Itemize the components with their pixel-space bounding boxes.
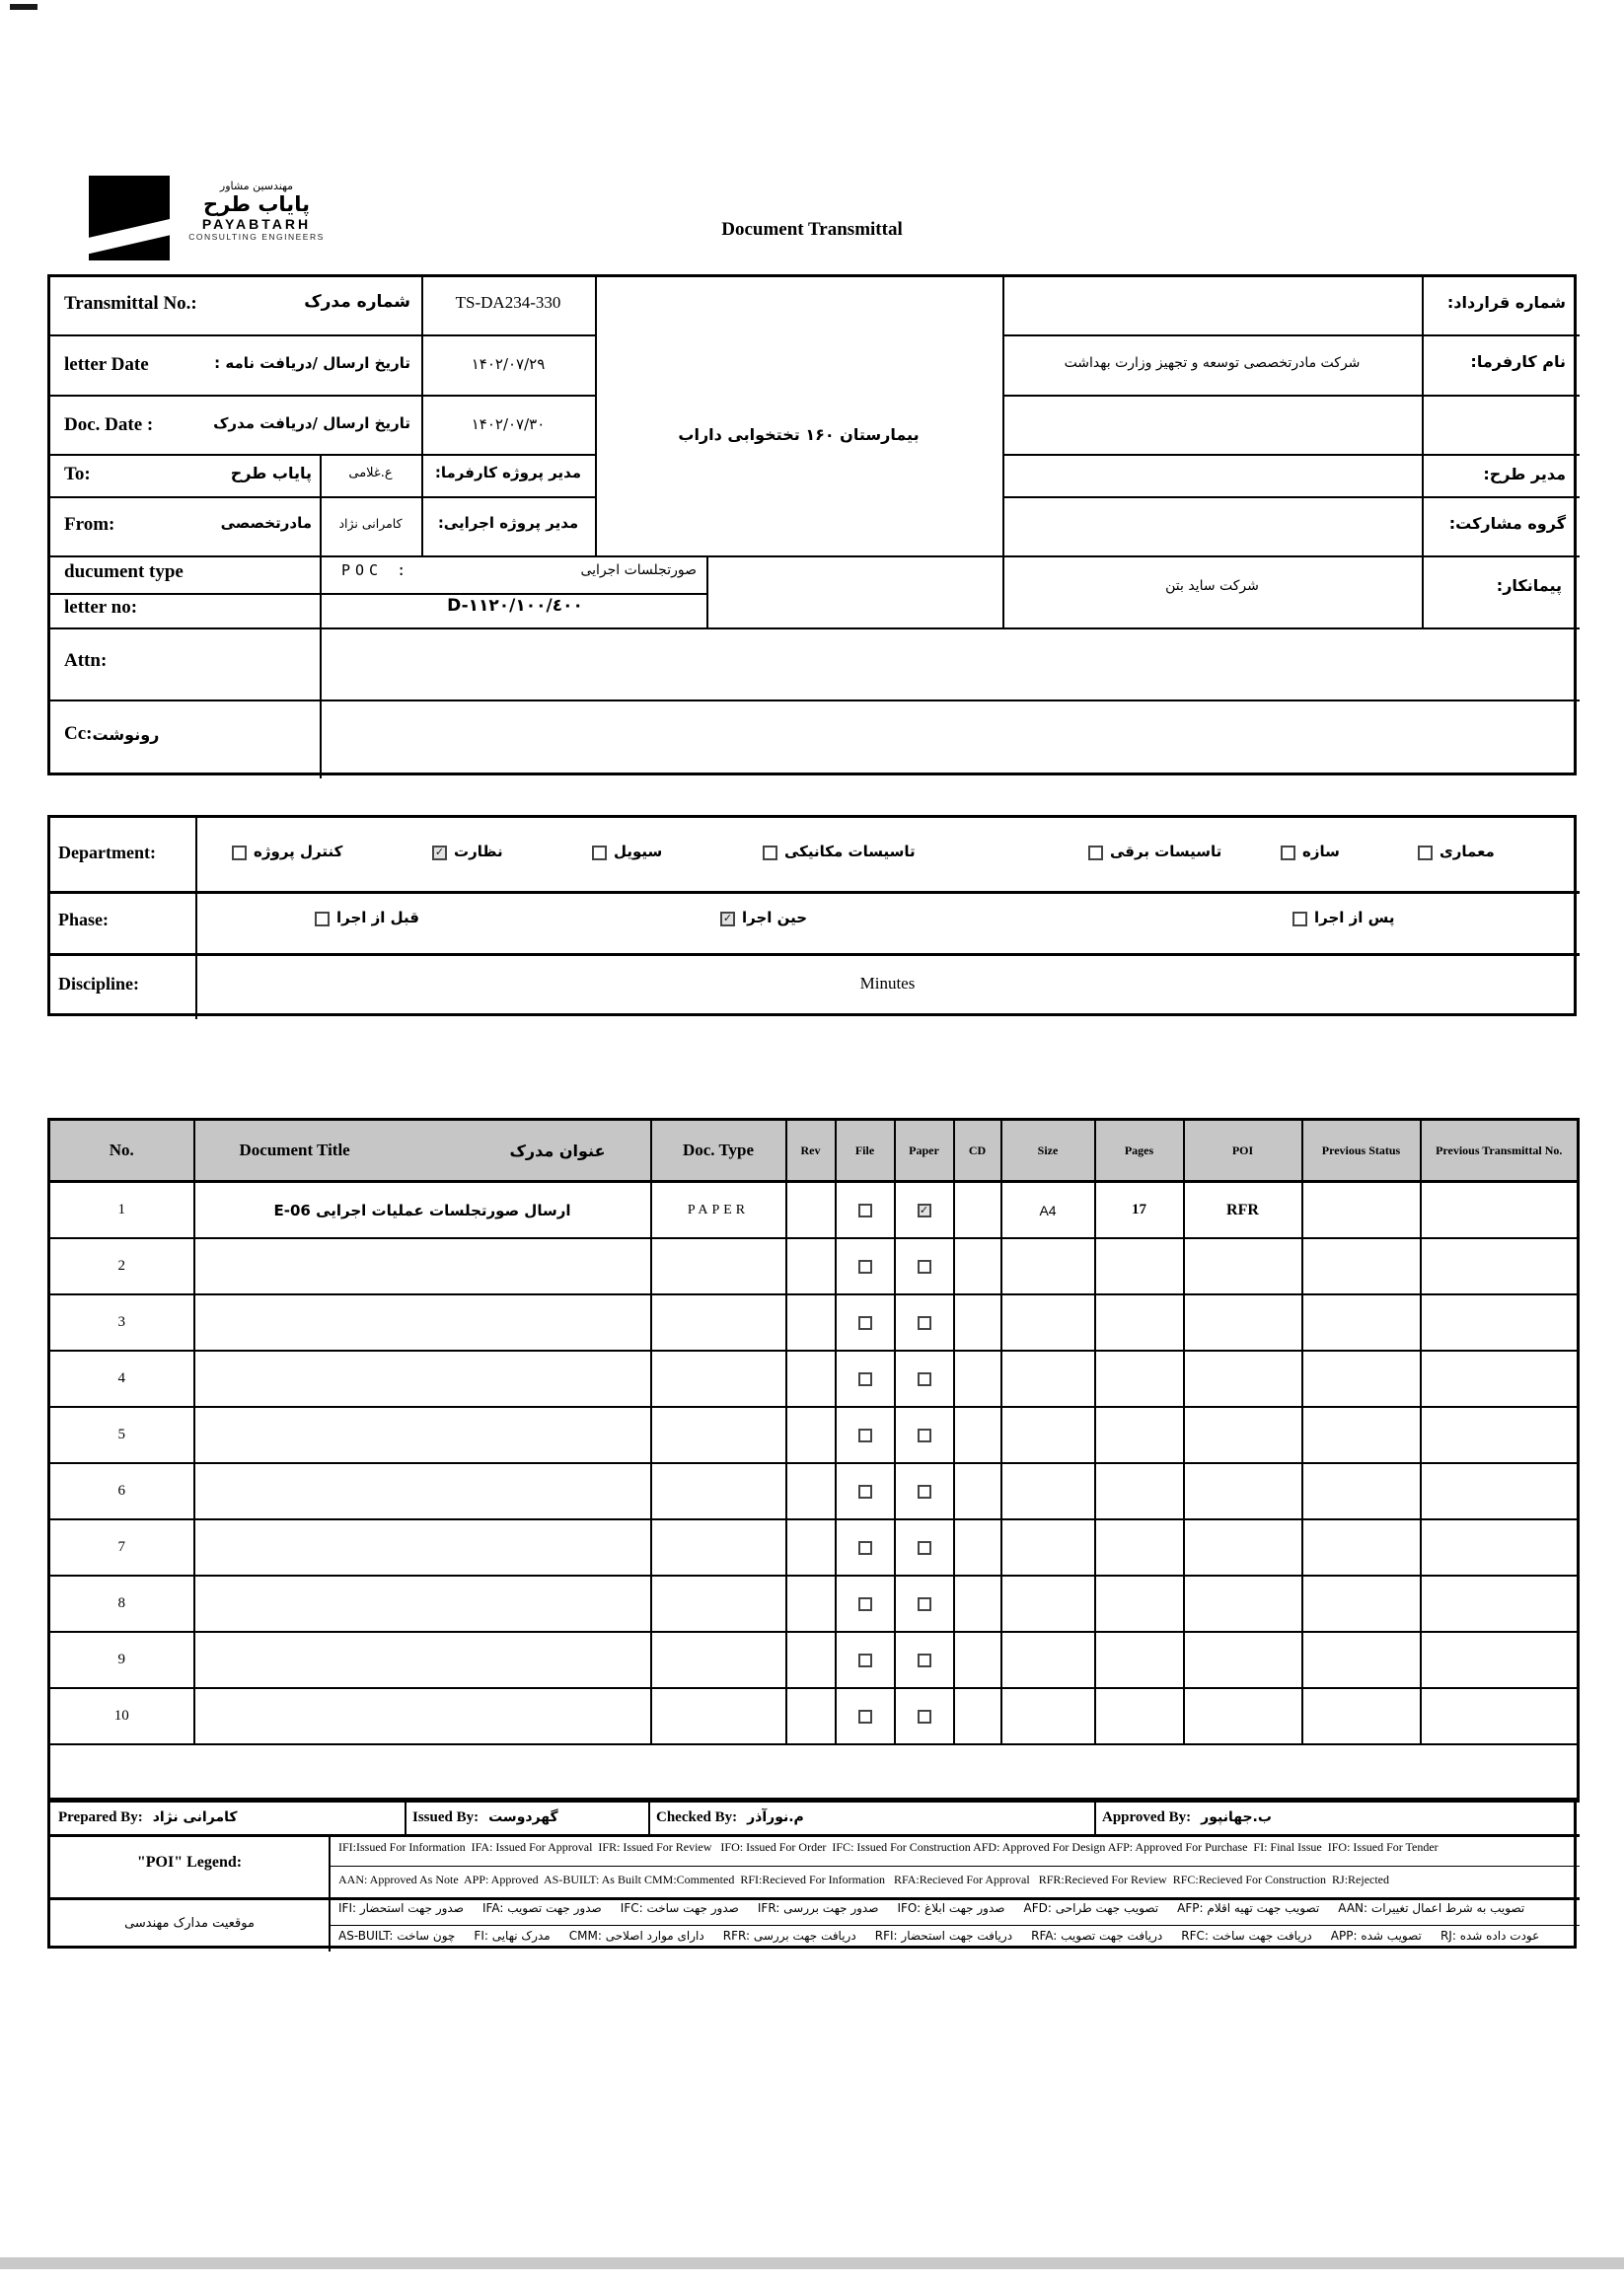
cell-pages xyxy=(1095,1688,1184,1744)
cell-doc_type xyxy=(651,1519,786,1576)
cell-size xyxy=(1001,1238,1095,1294)
cell-title xyxy=(194,1351,651,1407)
col-header-title-fa: عنوان مدرک xyxy=(509,1141,606,1160)
phase-option-label-2: پس از اجرا xyxy=(1314,909,1395,926)
file-checkbox[interactable] xyxy=(858,1429,872,1442)
cell-paper xyxy=(895,1351,954,1407)
divider-line xyxy=(1002,334,1580,336)
checked-by-name: م.نورآذر xyxy=(747,1809,804,1825)
cell-cd xyxy=(954,1351,1001,1407)
cell-paper xyxy=(895,1463,954,1519)
cell-prev_transmittal xyxy=(1421,1632,1579,1688)
cell-rev xyxy=(786,1688,836,1744)
department-option-label-5: سازه xyxy=(1302,843,1340,860)
cell-pages xyxy=(1095,1519,1184,1576)
cell-file xyxy=(836,1463,895,1519)
divider-line xyxy=(50,891,1580,894)
doc-table-row xyxy=(49,1294,1579,1351)
cell-pages xyxy=(1095,1407,1184,1463)
col-header-size: Size xyxy=(1001,1120,1095,1182)
col-header-rev: Rev xyxy=(786,1120,836,1182)
letter-no-value: D-۱۱۲۰/۱۰۰/٤۰۰ xyxy=(447,596,583,616)
col-header-doc-type: Doc. Type xyxy=(651,1120,786,1182)
department-checkbox-6[interactable] xyxy=(1418,846,1433,860)
to-value: پایاب طرح xyxy=(230,464,312,482)
cell-paper xyxy=(895,1632,954,1688)
letter-date-label-fa: تاریخ ارسال /دریافت نامه : xyxy=(214,354,410,372)
cell-poi xyxy=(1184,1351,1302,1407)
client-name-label: نام کارفرما: xyxy=(1470,352,1566,371)
doc-table-row xyxy=(49,1182,1579,1239)
cell-pages: 17 xyxy=(1095,1182,1184,1239)
cell-no: 7 xyxy=(49,1519,194,1576)
cell-no: 2 xyxy=(49,1238,194,1294)
cell-prev_transmittal xyxy=(1421,1519,1579,1576)
approved-by-cell xyxy=(1094,1801,1580,1834)
doc-date-label: Doc. Date : xyxy=(64,414,154,435)
from-person: کامرانی نژاد xyxy=(338,516,403,531)
cell-title xyxy=(194,1576,651,1632)
cell-size xyxy=(1001,1576,1095,1632)
cell-no: 4 xyxy=(49,1351,194,1407)
client-name-value: شرکت مادرتخصصی توسعه و تجهیز وزارت بهداشت xyxy=(1064,355,1361,371)
cell-title xyxy=(194,1519,651,1576)
doc-table-header-row xyxy=(49,1120,1579,1182)
issued-by-cell xyxy=(405,1801,648,1834)
checked-by-label: Checked By: xyxy=(656,1808,738,1825)
cell-pages xyxy=(1095,1238,1184,1294)
cc-label xyxy=(64,723,159,745)
transmittal-no-value: TS-DA234-330 xyxy=(455,293,561,312)
document-type-fa: صورتجلسات اجرایی xyxy=(580,562,697,578)
department-checkbox-4[interactable] xyxy=(1088,846,1103,860)
contractor-label: پیمانکار: xyxy=(1496,576,1562,595)
col-header-file: File xyxy=(836,1120,895,1182)
col-header-prev-status: Previous Status xyxy=(1302,1120,1421,1182)
cell-doc_type xyxy=(651,1238,786,1294)
divider-line xyxy=(50,953,1580,956)
cell-prev_transmittal xyxy=(1421,1238,1579,1294)
cell-cd xyxy=(954,1182,1001,1239)
document-list-table xyxy=(47,1118,1580,1803)
cell-prev_status xyxy=(1302,1576,1421,1632)
paper-checkbox[interactable] xyxy=(918,1316,931,1330)
divider-line xyxy=(50,395,595,397)
cell-prev_transmittal xyxy=(1421,1407,1579,1463)
cell-doc_type: PAPER xyxy=(651,1182,786,1239)
client-pm-label: مدیر پروژه کارفرما: xyxy=(434,464,582,481)
cell-rev xyxy=(786,1576,836,1632)
cell-pages xyxy=(1095,1351,1184,1407)
classification-table xyxy=(47,815,1577,1016)
doc-table-row xyxy=(49,1407,1579,1463)
letter-date-value: ۱۴۰۲/۰۷/۲۹ xyxy=(471,355,546,373)
file-checkbox[interactable] xyxy=(858,1654,872,1667)
cell-file xyxy=(836,1238,895,1294)
divider-line xyxy=(50,555,1580,557)
divider-line xyxy=(1002,496,1580,498)
paper-checkbox[interactable] xyxy=(918,1485,931,1499)
issued-by-label: Issued By: xyxy=(412,1808,480,1825)
file-checkbox[interactable] xyxy=(858,1316,872,1330)
divider-line xyxy=(50,496,595,498)
file-checkbox[interactable] xyxy=(858,1204,872,1217)
signoff-legend-table xyxy=(47,1798,1577,1949)
from-label: From: xyxy=(64,514,115,535)
doc-table-blank-row xyxy=(49,1744,1579,1802)
cell-title xyxy=(194,1407,651,1463)
cell-title xyxy=(194,1463,651,1519)
document-type-label: ducument type xyxy=(64,561,184,582)
cell-prev_status xyxy=(1302,1688,1421,1744)
cell-file xyxy=(836,1407,895,1463)
department-option-label-3: تاسیسات مکانیکی xyxy=(784,843,916,860)
cell-file xyxy=(836,1294,895,1351)
cell-prev_status xyxy=(1302,1407,1421,1463)
phase-checkbox-0[interactable] xyxy=(315,912,330,926)
logo-fa-small: مهندسین مشاور xyxy=(219,180,294,192)
doc-table-row xyxy=(49,1238,1579,1294)
transmittal-no-label: Transmittal No.: xyxy=(64,293,197,314)
department-option-label-1: نظارت xyxy=(454,843,503,860)
cell-paper xyxy=(895,1519,954,1576)
plan-manager-label: مدیر طرح: xyxy=(1483,465,1566,483)
department-option-label-4: تاسیسات برقی xyxy=(1110,843,1222,860)
scan-corner-mark xyxy=(10,4,37,10)
cell-poi xyxy=(1184,1238,1302,1294)
cell-poi: RFR xyxy=(1184,1182,1302,1239)
phase-option-label-0: قبل از اجرا xyxy=(336,909,419,926)
transmittal-no-label-fa: شماره مدرک xyxy=(304,292,410,312)
document-type-value xyxy=(341,561,697,579)
cell-prev_status xyxy=(1302,1351,1421,1407)
col-header-title xyxy=(194,1120,651,1182)
cell-file xyxy=(836,1519,895,1576)
divider-line xyxy=(50,1897,1580,1900)
cell-rev xyxy=(786,1182,836,1239)
cell-pages xyxy=(1095,1463,1184,1519)
department-option-label-0: کنترل پروژه xyxy=(254,843,343,860)
cell-rev xyxy=(786,1407,836,1463)
divider-line xyxy=(1422,277,1424,627)
file-checkbox[interactable] xyxy=(858,1597,872,1611)
cell-poi xyxy=(1184,1632,1302,1688)
col-header-pages: Pages xyxy=(1095,1120,1184,1182)
cell-prev_transmittal xyxy=(1421,1182,1579,1239)
doc-table-body xyxy=(49,1182,1579,1802)
col-header-cd: CD xyxy=(954,1120,1001,1182)
partnership-label: گروه مشارکت: xyxy=(1448,514,1566,533)
cell-cd xyxy=(954,1294,1001,1351)
file-checkbox[interactable] xyxy=(858,1372,872,1386)
cell-cd xyxy=(954,1632,1001,1688)
cell-rev xyxy=(786,1294,836,1351)
phase-label: Phase: xyxy=(58,910,109,929)
document-type-code: POC : xyxy=(341,561,411,579)
cell-title: ارسال صورتجلسات عملیات اجرایی E-06 xyxy=(194,1182,651,1239)
cell-prev_transmittal xyxy=(1421,1351,1579,1407)
letter-date-label: letter Date xyxy=(64,354,149,375)
doc-table-row xyxy=(49,1351,1579,1407)
divider-line xyxy=(706,555,708,627)
cell-file xyxy=(836,1688,895,1744)
cell-prev_status xyxy=(1302,1519,1421,1576)
divider-line xyxy=(1002,395,1580,397)
paper-checkbox[interactable] xyxy=(918,1541,931,1555)
discipline-value: Minutes xyxy=(859,974,916,993)
paper-checkbox[interactable] xyxy=(918,1710,931,1724)
doc-table-row xyxy=(49,1688,1579,1744)
cell-no: 1 xyxy=(49,1182,194,1239)
cell-cd xyxy=(954,1688,1001,1744)
cell-poi xyxy=(1184,1576,1302,1632)
cell-poi xyxy=(1184,1463,1302,1519)
poi-legend-line2: AAN: Approved As Note APP: Approved AS-BUILT: As Built CMM:Commented RFI:Recieved For Information RFA:Recieved For Approval RFR:Recieved For Review RFC:Recieved For Construction RJ:Rejected xyxy=(338,1873,1390,1886)
department-label: Department: xyxy=(58,843,156,862)
cell-no: 8 xyxy=(49,1576,194,1632)
cell-rev xyxy=(786,1463,836,1519)
divider-line xyxy=(329,1925,1580,1926)
divider-line xyxy=(329,1834,331,1952)
cell-poi xyxy=(1184,1407,1302,1463)
cell-size: A4 xyxy=(1001,1182,1095,1239)
phase-checkbox-1[interactable] xyxy=(720,912,735,926)
cell-paper xyxy=(895,1407,954,1463)
cell-cd xyxy=(954,1238,1001,1294)
cell-file xyxy=(836,1632,895,1688)
page-bottom-strip xyxy=(0,2257,1624,2269)
cell-title xyxy=(194,1632,651,1688)
cell-poi xyxy=(1184,1519,1302,1576)
logo-en-name: PAYABTARH xyxy=(201,216,312,232)
cell-prev_status xyxy=(1302,1182,1421,1239)
department-option-label-2: سیویل xyxy=(614,843,663,860)
department-checkbox-0[interactable] xyxy=(232,846,247,860)
cell-size xyxy=(1001,1688,1095,1744)
cell-doc_type xyxy=(651,1688,786,1744)
cell-prev_status xyxy=(1302,1632,1421,1688)
cell-prev_transmittal xyxy=(1421,1463,1579,1519)
cell-doc_type xyxy=(651,1576,786,1632)
poi-legend-label: "POI" Legend: xyxy=(136,1854,243,1871)
doc-table-row xyxy=(49,1632,1579,1688)
prepared-by-cell xyxy=(50,1801,405,1834)
cell-no: 6 xyxy=(49,1463,194,1519)
poi-legend-line1: IFI:Issued For Information IFA: Issued For Approval IFR: Issued For Review IFO: Issued For Order IFC: Issued For Construction AFD: Approved For Design AFP: Approved For Purchase FI: Final Issue IFO: Issued For Tender xyxy=(338,1840,1439,1854)
issued-by-name: گهردوست xyxy=(488,1809,558,1825)
cell-prev_transmittal xyxy=(1421,1576,1579,1632)
divider-line xyxy=(50,454,595,456)
col-header-prev-transmittal: Previous Transmittal No. xyxy=(1421,1120,1579,1182)
phase-checkbox-2[interactable] xyxy=(1292,912,1307,926)
header-info-table xyxy=(47,274,1577,775)
cell-doc_type xyxy=(651,1294,786,1351)
cell-size xyxy=(1001,1407,1095,1463)
divider-line xyxy=(50,1834,1580,1837)
cell-pages xyxy=(1095,1294,1184,1351)
doc-date-value: ۱۴۰۲/۰۷/۳۰ xyxy=(471,415,546,433)
cell-poi xyxy=(1184,1688,1302,1744)
letter-no-label: letter no: xyxy=(64,597,138,618)
divider-line xyxy=(320,454,322,778)
paper-checkbox[interactable] xyxy=(918,1597,931,1611)
cell-size xyxy=(1001,1463,1095,1519)
cell-prev_transmittal xyxy=(1421,1688,1579,1744)
divider-line xyxy=(50,627,1580,629)
exec-pm-label: مدیر پروژه اجرایی: xyxy=(437,514,579,532)
department-checkbox-5[interactable] xyxy=(1281,846,1295,860)
paper-checkbox[interactable] xyxy=(918,1204,931,1217)
cell-paper xyxy=(895,1294,954,1351)
cc-label-en: Cc: xyxy=(64,723,93,744)
cell-rev xyxy=(786,1351,836,1407)
cell-size xyxy=(1001,1519,1095,1576)
cell-title xyxy=(194,1688,651,1744)
page-title: Document Transmittal xyxy=(721,219,903,240)
cell-pages xyxy=(1095,1576,1184,1632)
cell-file xyxy=(836,1351,895,1407)
cell-size xyxy=(1001,1632,1095,1688)
discipline-label: Discipline: xyxy=(58,974,140,994)
cell-prev_transmittal xyxy=(1421,1294,1579,1351)
col-header-paper: Paper xyxy=(895,1120,954,1182)
cell-doc_type xyxy=(651,1632,786,1688)
cell-file xyxy=(836,1182,895,1239)
cell-poi xyxy=(1184,1294,1302,1351)
divider-line xyxy=(595,277,597,555)
cell-no: 3 xyxy=(49,1294,194,1351)
cc-label-fa: رونوشت xyxy=(92,724,160,744)
cell-paper xyxy=(895,1238,954,1294)
doc-status-legend-line1: IFI: صدور جهت استحضار IFA: صدور جهت تصویب IFC: صدور جهت ساخت IFR: صدور جهت بررسی IFO: صدور جهت ابلاغ AFD: تصویب جهت طراحی AFP: تصویب جهت تهیه اقلام AAN: تصویب به شرط اعمال تغییرات xyxy=(338,1901,1525,1915)
paper-checkbox[interactable] xyxy=(918,1372,931,1386)
phase-option-label-1: حین اجرا xyxy=(742,909,808,926)
col-header-no: No. xyxy=(49,1120,194,1182)
cell-title xyxy=(194,1294,651,1351)
divider-line xyxy=(50,700,1580,701)
project-name: بیمارستان ۱۶۰ تختخوابی داراب xyxy=(678,425,920,444)
to-person: ع.غلامی xyxy=(348,466,393,480)
cell-doc_type xyxy=(651,1463,786,1519)
col-header-poi: POI xyxy=(1184,1120,1302,1182)
cell-size xyxy=(1001,1351,1095,1407)
cell-rev xyxy=(786,1238,836,1294)
department-checkbox-1[interactable] xyxy=(432,846,447,860)
cell-cd xyxy=(954,1576,1001,1632)
prepared-by-name: کامرانی نژاد xyxy=(152,1809,238,1825)
doc-table-row xyxy=(49,1519,1579,1576)
cell-no: 9 xyxy=(49,1632,194,1688)
doc-date-label-fa: تاریخ ارسال /دریافت مدرک xyxy=(213,414,410,432)
to-label: To: xyxy=(64,464,91,484)
paper-checkbox[interactable] xyxy=(918,1654,931,1667)
doc-status-legend-label: موقعیت مدارک مهندسی xyxy=(124,1916,255,1931)
cell-title xyxy=(194,1238,651,1294)
cell-prev_status xyxy=(1302,1463,1421,1519)
file-checkbox[interactable] xyxy=(858,1541,872,1555)
logo-fa-name: پایاب طرح xyxy=(203,192,310,216)
cell-prev_status xyxy=(1302,1294,1421,1351)
cell-cd xyxy=(954,1519,1001,1576)
cell-paper xyxy=(895,1576,954,1632)
cell-size xyxy=(1001,1294,1095,1351)
approved-by-label: Approved By: xyxy=(1102,1808,1192,1825)
cell-rev xyxy=(786,1632,836,1688)
paper-checkbox[interactable] xyxy=(918,1429,931,1442)
approved-by-name: ب.جهانپور xyxy=(1201,1809,1272,1825)
file-checkbox[interactable] xyxy=(858,1710,872,1724)
contract-no-label: شماره قرارداد: xyxy=(1446,293,1566,312)
checked-by-cell xyxy=(648,1801,1094,1834)
cell-paper xyxy=(895,1688,954,1744)
cell-doc_type xyxy=(651,1407,786,1463)
cell-cd xyxy=(954,1407,1001,1463)
cell-rev xyxy=(786,1519,836,1576)
logo-en-sub: CONSULTING ENGINEERS xyxy=(188,232,325,242)
from-value: مادرتخصصی xyxy=(220,514,312,532)
cell-file xyxy=(836,1576,895,1632)
doc-table-row xyxy=(49,1576,1579,1632)
cell-prev_status xyxy=(1302,1238,1421,1294)
cell-no: 10 xyxy=(49,1688,194,1744)
company-logo-icon xyxy=(89,176,170,260)
divider-line xyxy=(1002,454,1580,456)
divider-line xyxy=(50,334,595,336)
divider-line xyxy=(50,593,706,595)
attn-label: Attn: xyxy=(64,650,108,671)
cell-no: 5 xyxy=(49,1407,194,1463)
cell-paper xyxy=(895,1182,954,1239)
divider-line xyxy=(1002,277,1004,627)
file-checkbox[interactable] xyxy=(858,1485,872,1499)
col-header-title-en: Document Title xyxy=(239,1141,350,1159)
doc-status-legend-line2: AS-BUILT: چون ساخت FI: مدرک نهایی CMM: دارای موارد اصلاحی RFR: دریافت جهت بررسی RFI: دریافت جهت استحضار RFA: دریافت جهت تصویب RFC: دریافت جهت ساخت APP: تصویب شده RJ: عودت داده شده xyxy=(338,1929,1540,1943)
divider-line xyxy=(329,1866,1580,1867)
prepared-by-label: Prepared By: xyxy=(58,1808,143,1825)
file-checkbox[interactable] xyxy=(858,1260,872,1274)
doc-table-row xyxy=(49,1463,1579,1519)
cell-pages xyxy=(1095,1632,1184,1688)
contractor-value: شرکت ساید بتن xyxy=(1165,578,1259,594)
department-checkbox-3[interactable] xyxy=(763,846,777,860)
paper-checkbox[interactable] xyxy=(918,1260,931,1274)
cell-doc_type xyxy=(651,1351,786,1407)
cell-cd xyxy=(954,1463,1001,1519)
department-checkbox-2[interactable] xyxy=(592,846,607,860)
department-option-label-6: معماری xyxy=(1439,843,1495,860)
